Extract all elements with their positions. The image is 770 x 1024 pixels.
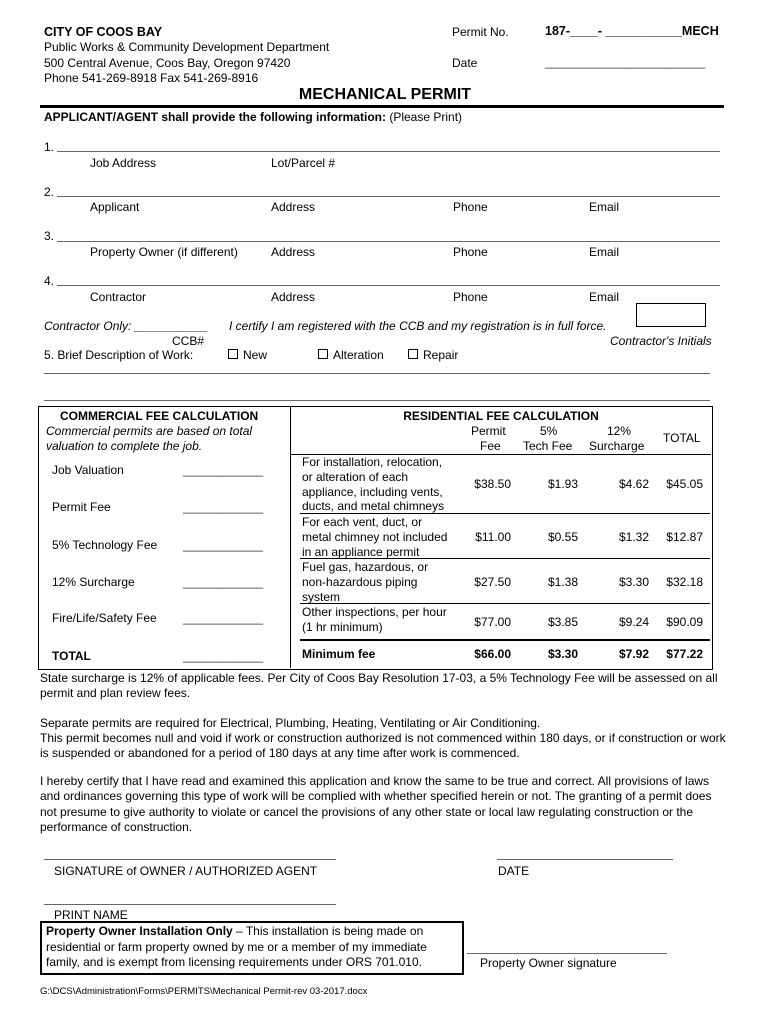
residential-surcharge: $9.24 bbox=[618, 615, 649, 629]
contractor-address-label: Address bbox=[271, 290, 316, 304]
minimum-surcharge: $7.92 bbox=[618, 647, 649, 661]
fire-life-safety-label: Fire/Life/Safety Fee bbox=[52, 611, 157, 625]
residential-permit-fee: $77.00 bbox=[474, 615, 511, 629]
date-field[interactable]: ________________________ bbox=[545, 55, 706, 69]
row-number: 1. bbox=[44, 140, 55, 154]
minimum-tech-fee: $3.30 bbox=[547, 647, 578, 661]
col-permit-header: Fee bbox=[480, 439, 501, 453]
applicant-phone-label: Phone bbox=[453, 200, 488, 214]
owner-address-label: Address bbox=[271, 245, 316, 259]
department-name: Public Works & Community Development Department bbox=[44, 40, 330, 54]
residential-tech-fee: $1.38 bbox=[547, 575, 578, 589]
residential-permit-fee: $27.50 bbox=[474, 575, 511, 589]
job-valuation-label: Job Valuation bbox=[52, 463, 124, 477]
row-number: 4. bbox=[44, 274, 55, 288]
residential-row-divider bbox=[300, 639, 710, 641]
permit-no-field[interactable]: 187-____- ___________MECH bbox=[545, 24, 719, 38]
checkbox-icon bbox=[408, 349, 418, 359]
owner-installation-title: Property Owner Installation Only bbox=[46, 924, 233, 938]
ccb-certify-text: I certify I am registered with the CCB and my registration is in full force. bbox=[229, 319, 607, 333]
certification-text: I hereby certify that I have read and examined this application and know the same to be true and correct. All provisions of laws and ordinances governing this type of work will be complied with whether specified herein or not. The granting of a permit does not presume to give authority to violate or cancel the provisions of any other state or local law regulating construction or the performance of construction. bbox=[40, 774, 712, 835]
new-checkbox[interactable] bbox=[228, 348, 267, 362]
applicant-label: Applicant bbox=[90, 200, 140, 214]
owner-installation-text: – This installation is being made on bbox=[232, 924, 424, 938]
residential-permit-fee: $38.50 bbox=[474, 477, 511, 491]
surcharge-field[interactable]: ____________ bbox=[183, 575, 264, 589]
org-phone: Phone 541-269-8918 Fax 541-269-8916 bbox=[44, 71, 259, 85]
job-address-label: Job Address bbox=[90, 156, 157, 170]
residential-total: $45.05 bbox=[666, 477, 703, 491]
col-tech-header: Tech Fee bbox=[523, 439, 573, 453]
contractor-initials-box[interactable] bbox=[636, 303, 706, 327]
signature-date-label: DATE bbox=[498, 864, 530, 878]
residential-surcharge: $3.30 bbox=[618, 575, 649, 589]
applicant-email-label: Email bbox=[589, 200, 620, 214]
separate-permits-note: Separate permits are required for Electrical, Plumbing, Heating, Ventilating or Air Conditioning. bbox=[40, 716, 541, 730]
residential-permit-fee: $11.00 bbox=[475, 530, 511, 544]
residential-row-desc: or alteration of each bbox=[302, 470, 409, 484]
applicant-intro bbox=[44, 110, 462, 124]
title-divider bbox=[40, 105, 724, 108]
fee-table-divider bbox=[290, 406, 291, 668]
alteration-option-label: Alteration bbox=[333, 348, 384, 362]
applicant-intro-bold: APPLICANT/AGENT shall provide the following information: bbox=[44, 110, 386, 124]
new-option-label: New bbox=[243, 348, 268, 362]
print-name-label: PRINT NAME bbox=[54, 908, 128, 922]
commercial-total-field[interactable]: ____________ bbox=[183, 649, 264, 663]
alteration-checkbox[interactable] bbox=[318, 348, 384, 362]
residential-row-desc: metal chimney not included bbox=[302, 530, 448, 544]
residential-total: $32.18 bbox=[666, 575, 703, 589]
owner-signature-line[interactable] bbox=[467, 953, 667, 954]
owner-signature-label: Property Owner signature bbox=[480, 956, 617, 970]
minimum-permit-fee: $66.00 bbox=[474, 647, 511, 661]
signature-date-line[interactable] bbox=[497, 859, 673, 860]
permit-no-label: Permit No. bbox=[452, 25, 509, 39]
owner-email-label: Email bbox=[589, 245, 620, 259]
lot-parcel-label: Lot/Parcel # bbox=[271, 156, 336, 170]
col-total-header: TOTAL bbox=[663, 431, 701, 445]
owner-label: Property Owner (if different) bbox=[90, 245, 238, 259]
owner-installation-text: residential or farm property owned by me or a member of my immediate bbox=[46, 940, 427, 954]
org-name: CITY OF COOS BAY bbox=[44, 25, 163, 39]
surcharge-note: State surcharge is 12% of applicable fees. Per City of Coos Bay Resolution 17-03, a 5% Technology Fee will be assessed on all permit and plan review fees. bbox=[40, 671, 718, 701]
tech-fee-label: 5% Technology Fee bbox=[52, 538, 158, 552]
residential-row-desc: appliance, including vents, bbox=[302, 485, 443, 499]
fire-life-safety-field[interactable]: ____________ bbox=[183, 611, 264, 625]
row-number: 2. bbox=[44, 185, 55, 199]
contractor-email-label: Email bbox=[589, 290, 620, 304]
checkbox-icon bbox=[228, 349, 238, 359]
residential-row-desc: ducts, and metal chimneys bbox=[302, 499, 445, 513]
residential-tech-fee: $3.85 bbox=[547, 615, 578, 629]
residential-row-divider bbox=[300, 513, 710, 514]
print-name-line[interactable] bbox=[44, 904, 336, 905]
residential-tech-fee: $1.93 bbox=[547, 477, 578, 491]
commercial-note: valuation to complete the job. bbox=[46, 439, 203, 453]
residential-row-desc: non-hazardous piping bbox=[302, 575, 418, 589]
row-number: 3. bbox=[44, 229, 55, 243]
page-title: MECHANICAL PERMIT bbox=[298, 86, 472, 103]
job-valuation-field[interactable]: ____________ bbox=[183, 463, 264, 477]
residential-row-divider bbox=[300, 603, 710, 604]
owner-phone-label: Phone bbox=[453, 245, 488, 259]
tech-fee-field[interactable]: ____________ bbox=[183, 538, 264, 552]
job-address-line[interactable] bbox=[57, 151, 720, 152]
file-path-footer: G:\DCS\Administration\Forms\PERMITS\Mechanical Permit-rev 03-2017.docx bbox=[40, 986, 368, 997]
date-label: Date bbox=[452, 56, 478, 70]
col-surcharge-header: Surcharge bbox=[589, 439, 645, 453]
signature-line[interactable] bbox=[44, 859, 336, 860]
residential-row-desc: Fuel gas, hazardous, or bbox=[302, 560, 429, 574]
repair-option-label: Repair bbox=[423, 348, 459, 362]
surcharge-label: 12% Surcharge bbox=[52, 575, 135, 589]
null-void-note: This permit becomes null and void if work or construction authorized is not commenced within 180 days, or if construction or work is suspended or abandoned for a period of 180 days at any time after work is commenced. bbox=[40, 731, 726, 761]
residential-surcharge: $4.62 bbox=[618, 477, 649, 491]
residential-row-desc: For installation, relocation, bbox=[302, 455, 443, 469]
minimum-fee-label: Minimum fee bbox=[302, 647, 376, 661]
col-tech-header: 5% bbox=[540, 424, 558, 438]
applicant-line[interactable] bbox=[57, 196, 720, 197]
applicant-intro-note: (Please Print) bbox=[386, 110, 463, 124]
residential-row-desc: (1 hr minimum) bbox=[302, 620, 383, 634]
residential-total: $12.87 bbox=[666, 530, 703, 544]
minimum-total: $77.22 bbox=[666, 647, 703, 661]
applicant-address-label: Address bbox=[271, 200, 316, 214]
owner-line[interactable] bbox=[57, 241, 720, 242]
permit-fee-label: Permit Fee bbox=[52, 500, 111, 514]
work-description-line[interactable] bbox=[44, 373, 710, 374]
residential-title: RESIDENTIAL FEE CALCULATION bbox=[403, 409, 599, 423]
residential-row-desc: system bbox=[302, 590, 341, 604]
contractor-phone-label: Phone bbox=[453, 290, 488, 304]
repair-checkbox[interactable] bbox=[408, 348, 458, 362]
org-address: 500 Central Avenue, Coos Bay, Oregon 97420 bbox=[44, 56, 291, 70]
col-permit-header: Permit bbox=[471, 424, 506, 438]
commercial-title: COMMERCIAL FEE CALCULATION bbox=[60, 409, 259, 423]
contractor-initials-label: Contractor's Initials bbox=[610, 334, 712, 348]
residential-row-desc: Other inspections, per hour bbox=[302, 605, 447, 619]
contractor-label: Contractor bbox=[90, 290, 147, 304]
commercial-total-label: TOTAL bbox=[52, 649, 91, 663]
checkbox-icon bbox=[318, 349, 328, 359]
permit-fee-field[interactable]: ____________ bbox=[183, 500, 264, 514]
owner-installation-text: family, and is exempt from licensing requirements under ORS 701.010. bbox=[46, 955, 422, 969]
residential-surcharge: $1.32 bbox=[618, 530, 649, 544]
contractor-line[interactable] bbox=[57, 285, 720, 286]
col-surcharge-header: 12% bbox=[607, 424, 632, 438]
residential-total: $90.09 bbox=[666, 615, 703, 629]
residential-row-desc: in an appliance permit bbox=[302, 545, 420, 559]
ccb-label: CCB# bbox=[172, 334, 205, 348]
owner-installation-line bbox=[46, 924, 423, 938]
work-description-line[interactable] bbox=[44, 400, 710, 401]
work-description-label: 5. Brief Description of Work: bbox=[44, 348, 194, 362]
contractor-only-label: Contractor Only: ___________ bbox=[44, 319, 209, 333]
commercial-note: Commercial permits are based on total bbox=[46, 424, 253, 438]
signature-label: SIGNATURE of OWNER / AUTHORIZED AGENT bbox=[54, 864, 318, 878]
residential-row-desc: For each vent, duct, or bbox=[302, 515, 423, 529]
residential-tech-fee: $0.55 bbox=[547, 530, 578, 544]
